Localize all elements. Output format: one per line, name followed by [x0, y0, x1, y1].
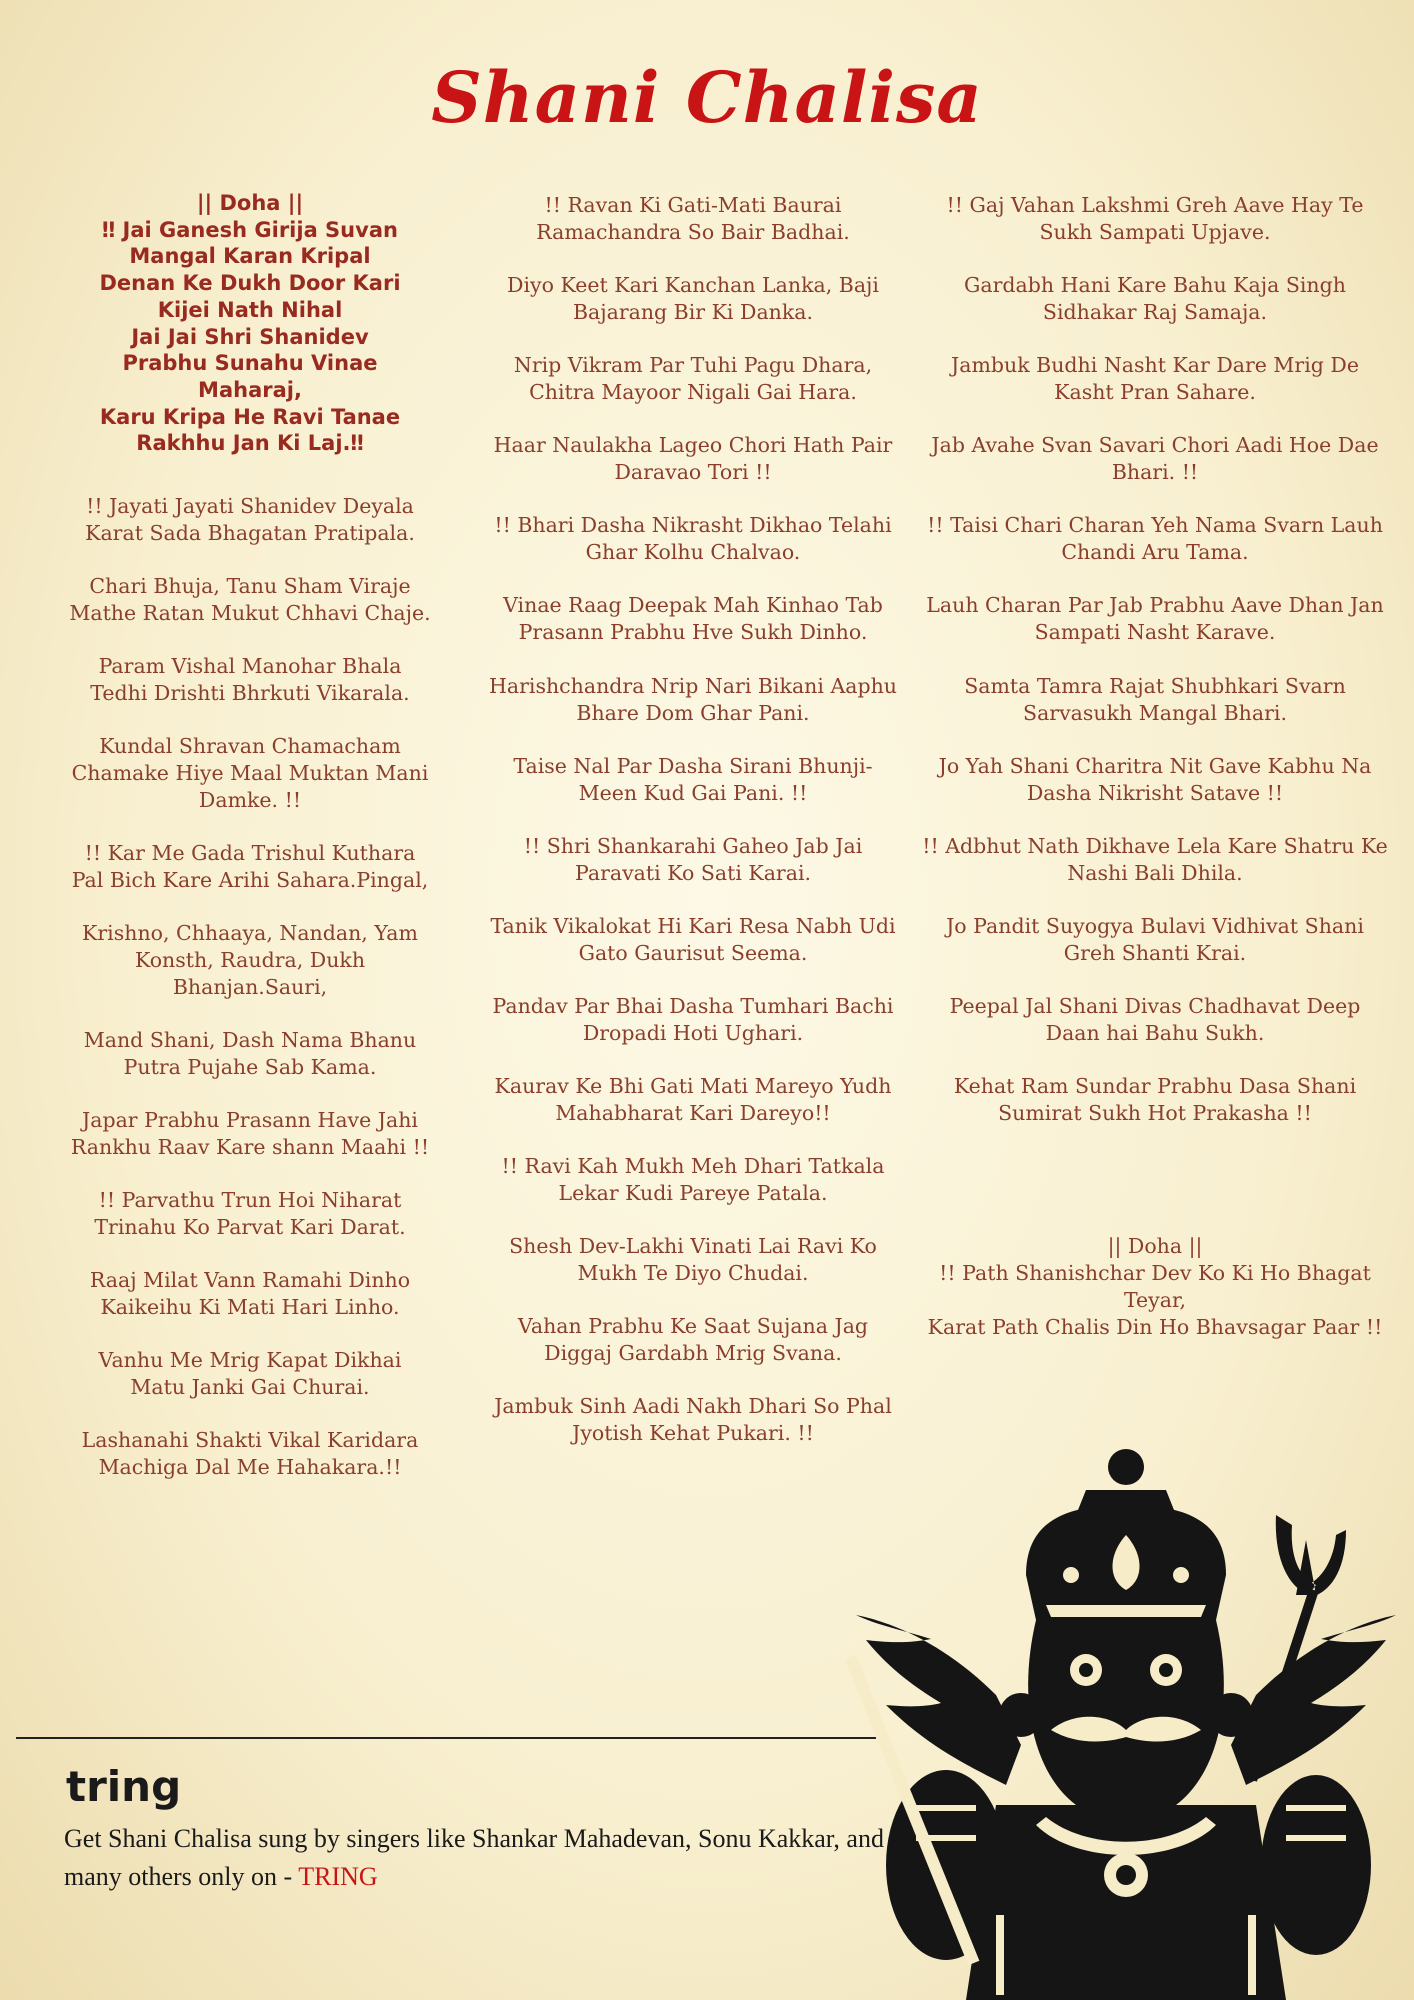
- verse: !! Jayati Jayati Shanidev Deyala Karat Sada Bhagatan Pratipala.: [85, 494, 415, 545]
- verse: Lashanahi Shakti Vikal Karidara Machiga Dal Me Hahakara.!!: [81, 1428, 419, 1479]
- verse: Diyo Keet Kari Kanchan Lanka, Baji Bajarang Bir Ki Danka.: [507, 273, 879, 324]
- verse: !! Taisi Chari Charan Yeh Nama Svarn Lauh Chandi Aru Tama.: [927, 513, 1383, 564]
- verse: Peepal Jal Shani Divas Chadhavat Deep Daan hai Bahu Sukh.: [949, 994, 1361, 1045]
- verse: !! Bhari Dasha Nikrasht Dikhao Telahi Ghar Kolhu Chalvao.: [494, 513, 892, 564]
- verse: Jo Yah Shani Charitra Nit Gave Kabhu Na Dasha Nikrisht Satave !!: [938, 754, 1372, 805]
- brand-logo: tring: [66, 1762, 182, 1811]
- verse: !! Shri Shankarahi Gaheo Jab Jai Paravati Ko Sati Karai.: [523, 834, 863, 885]
- verse: !! Kar Me Gada Trishul Kuthara Pal Bich Kare Arihi Sahara.Pingal,: [71, 841, 429, 892]
- verse: Param Vishal Manohar Bhala Tedhi Drishti Bhrkuti Vikarala.: [90, 654, 410, 705]
- verse: Krishno, Chhaaya, Nandan, Yam Konsth, Raudra, Dukh Bhanjan.Sauri,: [82, 921, 418, 999]
- verse: Kehat Ram Sundar Prabhu Dasa Shani Sumirat Sukh Hot Prakasha !!: [953, 1074, 1357, 1125]
- promo-text: [64, 1820, 904, 1896]
- page-title: Shani Chalisa: [431, 56, 983, 139]
- verse: Jambuk Budhi Nasht Kar Dare Mrig De Kasht Pran Sahare.: [951, 353, 1359, 404]
- verse: Jo Pandit Suyogya Bulavi Vidhivat Shani Greh Shanti Krai.: [946, 914, 1364, 965]
- verse: !! Adbhut Nath Dikhave Lela Kare Shatru Ke Nashi Bali Dhila.: [922, 834, 1388, 885]
- verse: Nrip Vikram Par Tuhi Pagu Dhara, Chitra Mayoor Nigali Gai Hara.: [513, 353, 873, 404]
- verse: Shesh Dev-Lakhi Vinati Lai Ravi Ko Mukh Te Diyo Chudai.: [509, 1234, 877, 1285]
- verse: Vinae Raag Deepak Mah Kinhao Tab Prasann Prabhu Hve Sukh Dinho.: [503, 593, 883, 644]
- opening-doha: || Doha || ‼ Jai Ganesh Girija Suvan Mangal Karan Kripal Denan Ke Dukh Door Kari Kijei Nath Nihal Jai Jai Shri Shanidev Prabhu Sunahu Vinae Maharaj, Karu Kripa He Ravi Tanae Rakhhu Jan Ki Laj.‼: [99, 191, 401, 456]
- verse: Vahan Prabhu Ke Saat Sujana Jag Diggaj Gardabh Mrig Svana.: [517, 1314, 869, 1365]
- verse: !! Parvathu Trun Hoi Niharat Trinahu Ko Parvat Kari Darat.: [94, 1188, 406, 1239]
- verse: Raaj Milat Vann Ramahi Dinho Kaikeihu Ki Mati Hari Linho.: [89, 1268, 411, 1319]
- verse: Jab Avahe Svan Savari Chori Aadi Hoe Dae Bhari. !!: [931, 433, 1379, 484]
- closing-doha: || Doha || !! Path Shanishchar Dev Ko Ki Ho Bhagat Teyar, Karat Path Chalis Din Ho Bhavsagar Paar !!: [927, 1234, 1383, 1339]
- verse: Gardabh Hani Kare Bahu Kaja Singh Sidhakar Raj Samaja.: [964, 273, 1346, 324]
- footer-divider: [16, 1737, 876, 1739]
- verse: Chari Bhuja, Tanu Sham Viraje Mathe Ratan Mukut Chhavi Chaje.: [69, 574, 431, 625]
- verse: Lauh Charan Par Jab Prabhu Aave Dhan Jan Sampati Nasht Karave.: [926, 593, 1384, 644]
- verse: Harishchandra Nrip Nari Bikani Aaphu Bhare Dom Ghar Pani.: [488, 674, 897, 725]
- verse: Kaurav Ke Bhi Gati Mati Mareyo Yudh Mahabharat Kari Dareyo!!: [494, 1074, 892, 1125]
- verse: Taise Nal Par Dasha Sirani Bhunji- Meen Kud Gai Pani. !!: [513, 754, 873, 805]
- promo-link[interactable]: TRING: [298, 1862, 378, 1891]
- promo-body: Get Shani Chalisa sung by singers like Shankar Mahadevan, Sonu Kakkar, and many others only on -: [64, 1824, 884, 1891]
- verse: Mand Shani, Dash Nama Bhanu Putra Pujahe Sab Kama.: [83, 1028, 417, 1079]
- verse: Japar Prabhu Prasann Have Jahi Rankhu Raav Kare shann Maahi !!: [70, 1108, 430, 1159]
- verse: Pandav Par Bhai Dasha Tumhari Bachi Dropadi Hoti Ughari.: [492, 994, 894, 1045]
- verse: !! Ravan Ki Gati-Mati Baurai Ramachandra So Bair Badhai.: [536, 193, 850, 244]
- verse: !! Gaj Vahan Lakshmi Greh Aave Hay Te Sukh Sampati Upjave.: [946, 193, 1364, 244]
- verse: Samta Tamra Rajat Shubhkari Svarn Sarvasukh Mangal Bhari.: [964, 674, 1346, 725]
- verse: !! Ravi Kah Mukh Meh Dhari Tatkala Lekar Kudi Pareye Patala.: [501, 1154, 885, 1205]
- verse: Kundal Shravan Chamacham Chamake Hiye Maal Muktan Mani Damke. !!: [71, 734, 429, 812]
- verse: Jambuk Sinh Aadi Nakh Dhari So Phal Jyotish Kehat Pukari. !!: [494, 1394, 892, 1445]
- verse: Haar Naulakha Lageo Chori Hath Pair Daravao Tori !!: [493, 433, 893, 484]
- shani-deity-illustration: [846, 1445, 1406, 2000]
- verse: Tanik Vikalokat Hi Kari Resa Nabh Udi Gato Gaurisut Seema.: [490, 914, 896, 965]
- verse: Vanhu Me Mrig Kapat Dikhai Matu Janki Gai Churai.: [98, 1348, 402, 1399]
